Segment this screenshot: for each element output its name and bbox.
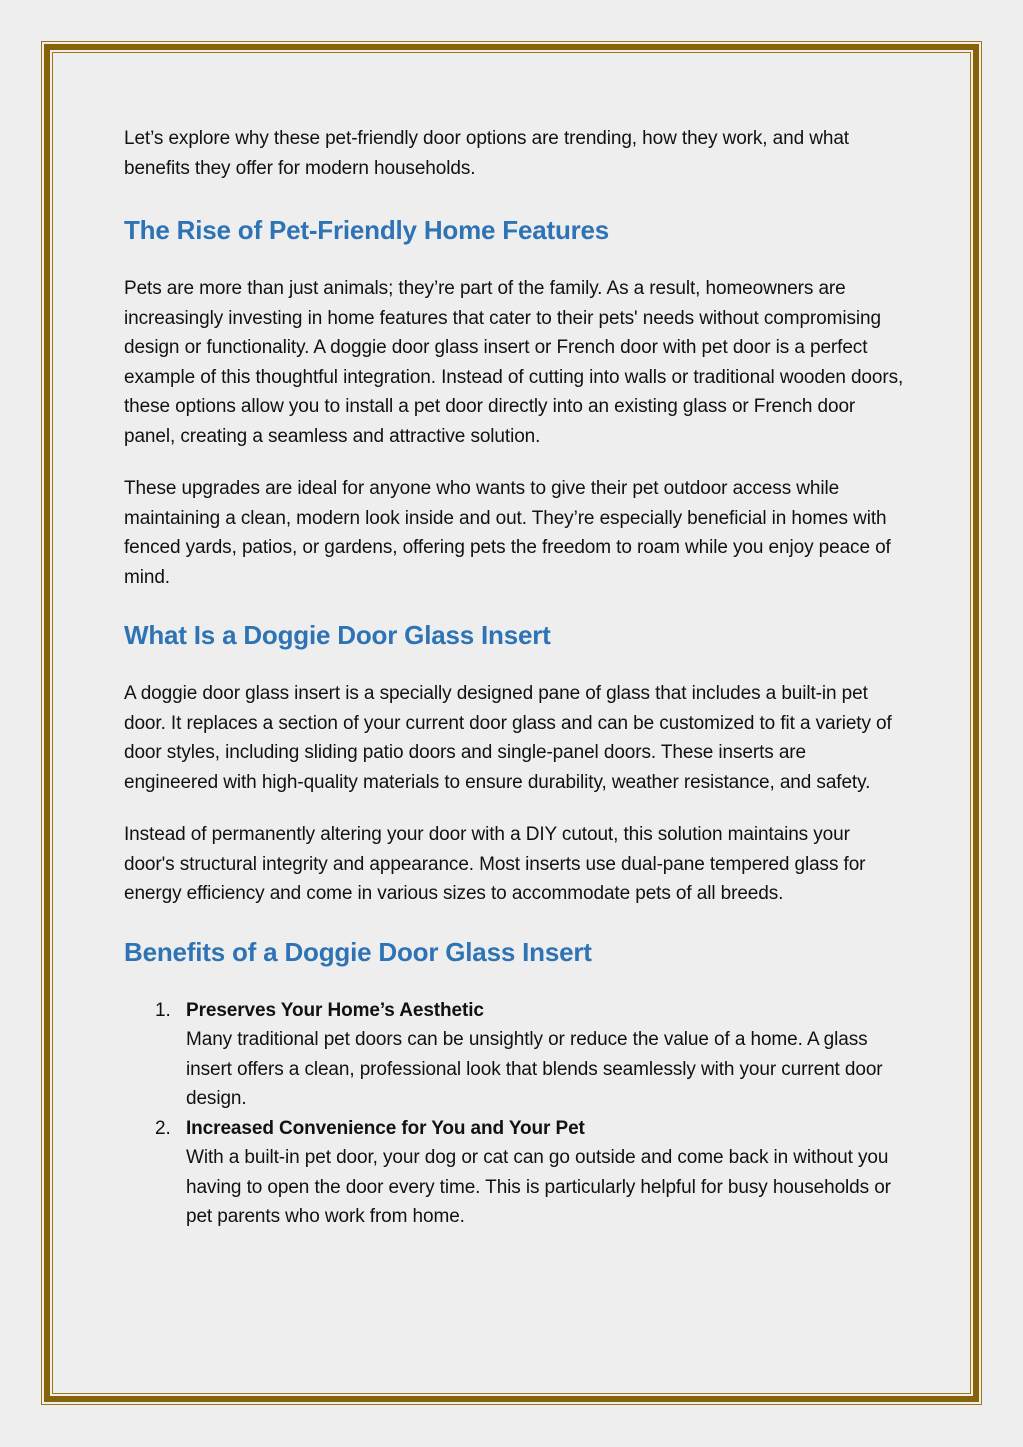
list-item-text: Many traditional pet doors can be unsightly or reduce the value of a home. A glass insert offers a clean, professional look that blends seamlessly with your current door design. bbox=[186, 1029, 883, 1109]
intro-paragraph: Let’s explore why these pet-friendly door options are trending, how they work, and what benefits they offer for modern households. bbox=[124, 128, 849, 179]
section-heading-rise: The Rise of Pet-Friendly Home Features bbox=[124, 215, 610, 245]
what-is-paragraph-2: Instead of permanently altering your door with a DIY cutout, this solution maintains your door's structural integrity and appearance. Most inserts use dual-pane tempered glass for energy efficiency and come in various sizes to accommodate pets of all breeds. bbox=[124, 824, 866, 904]
list-item-number: 2. bbox=[155, 1117, 171, 1139]
benefits-list bbox=[124, 996, 904, 1232]
list-item-number: 1. bbox=[155, 999, 171, 1021]
what-is-paragraph-1: A doggie door glass insert is a specially designed pane of glass that includes a built-in pet door. It replaces a section of your current door glass and can be customized to fit a variety of door styles, including sliding patio doors and single-panel doors. These inserts are engineered with high-quality materials to ensure durability, weather resistance, and safety. bbox=[124, 683, 892, 793]
section-heading-benefits: Benefits of a Doggie Door Glass Insert bbox=[124, 936, 592, 967]
list-item bbox=[124, 996, 904, 1114]
section-heading-what-is: What Is a Doggie Door Glass Insert bbox=[124, 620, 551, 650]
list-item-title: Preserves Your Home’s Aesthetic bbox=[186, 999, 484, 1021]
rise-paragraph-2: These upgrades are ideal for anyone who wants to give their pet outdoor access while maintaining a clean, modern look inside and out. They’re especially beneficial in homes with fenced yards, patios, or gardens, offering pets the freedom to roam while you enjoy peace of mind. bbox=[124, 478, 891, 588]
list-item bbox=[124, 1114, 904, 1232]
rise-paragraph-1: Pets are more than just animals; they’re part of the family. As a result, homeowners are increasingly investing in home features that cater to their pets' needs without compromising design or functionality. A doggie door glass insert or French door with pet door is a perfect example of this thoughtful integration. Instead of cutting into walls or traditional wooden doors, these options allow you to install a pet door directly into an existing glass or French door panel, creating a seamless and attractive solution. bbox=[124, 278, 904, 447]
document-content bbox=[124, 124, 904, 1232]
list-item-text: With a built-in pet door, your dog or cat can go outside and come back in without you having to open the door every time. This is particularly helpful for busy households or pet parents who work from home. bbox=[186, 1147, 891, 1227]
list-item-title: Increased Convenience for You and Your Pet bbox=[186, 1117, 585, 1139]
